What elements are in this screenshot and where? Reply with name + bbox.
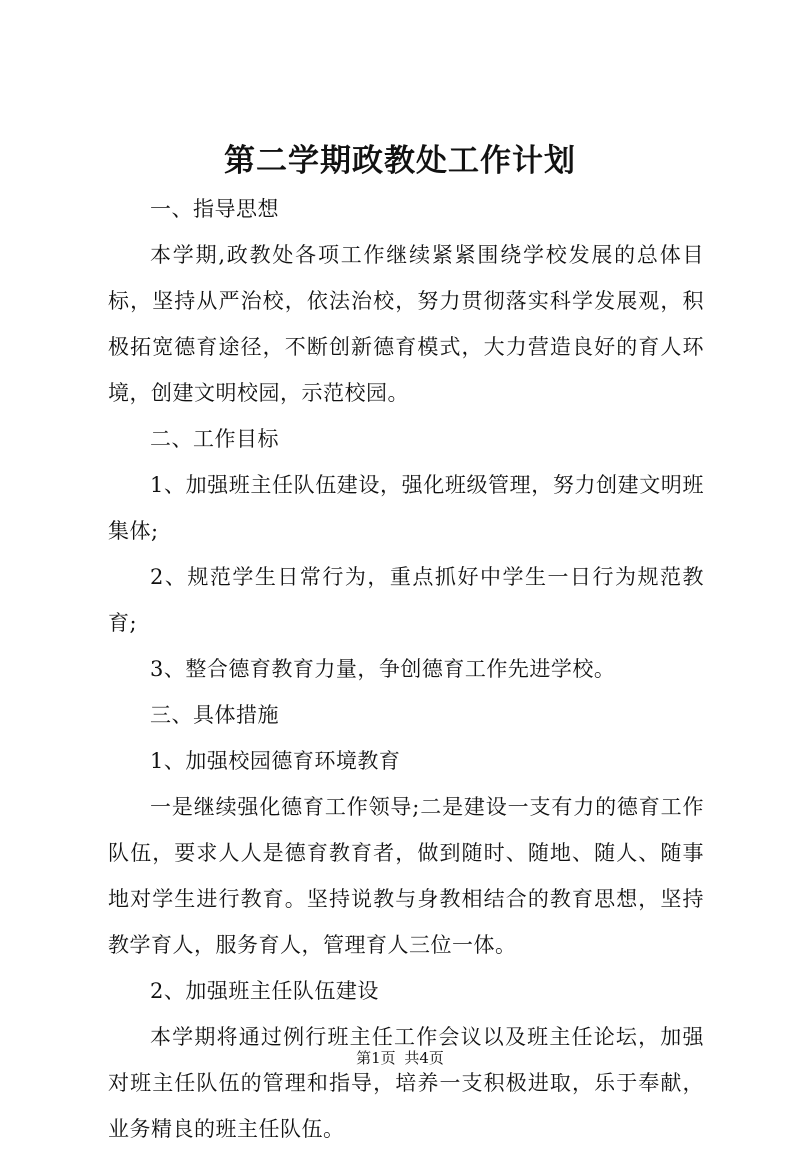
paragraph-guiding-thought: 本学期,政教处各项工作继续紧紧围绕学校发展的总体目标，坚持从严治校，依法治校，努力贯彻落实科学发展观，积极拓宽德育途径，不断创新德育模式，大力营造良好的育人环境，创建文明校园，示范校园。 [108,243,704,405]
document-title: 第二学期政教处工作计划 [224,143,576,179]
goal-item-3: 3、整合德育教育力量，争创德育工作先进学校。 [150,657,616,681]
document-body [108,186,704,1152]
page-footer [0,1048,800,1068]
measure-paragraph-2: 本学期将通过例行班主任工作会议以及班主任论坛，加强对班主任队伍的管理和指导，培养一支积极进取，乐于奉献，业务精良的班主任队伍。 [108,1025,704,1141]
page-total: 共4页 [404,1049,444,1067]
goal-item-1: 1、加强班主任队伍建设，强化班级管理，努力创建文明班集体; [108,473,704,543]
measure-paragraph-1: 一是继续强化德育工作领导;二是建设一支有力的德育工作队伍，要求人人是德育教育者，做到随时、随地、随人、随事地对学生进行教育。坚持说教与身教相结合的教育思想，坚持教学育人，服务育人，管理育人三位一体。 [108,795,704,957]
section-heading-guiding-thought: 一、指导思想 [150,197,279,221]
measure-heading-1: 1、加强校园德育环境教育 [150,749,401,773]
page-number: 第1页 [356,1049,396,1067]
measure-heading-2: 2、加强班主任队伍建设 [150,979,379,1003]
goal-item-2: 2、规范学生日常行为，重点抓好中学生一日行为规范教育; [108,565,704,635]
section-heading-work-goals: 二、工作目标 [150,427,279,451]
section-heading-measures: 三、具体措施 [150,703,279,727]
